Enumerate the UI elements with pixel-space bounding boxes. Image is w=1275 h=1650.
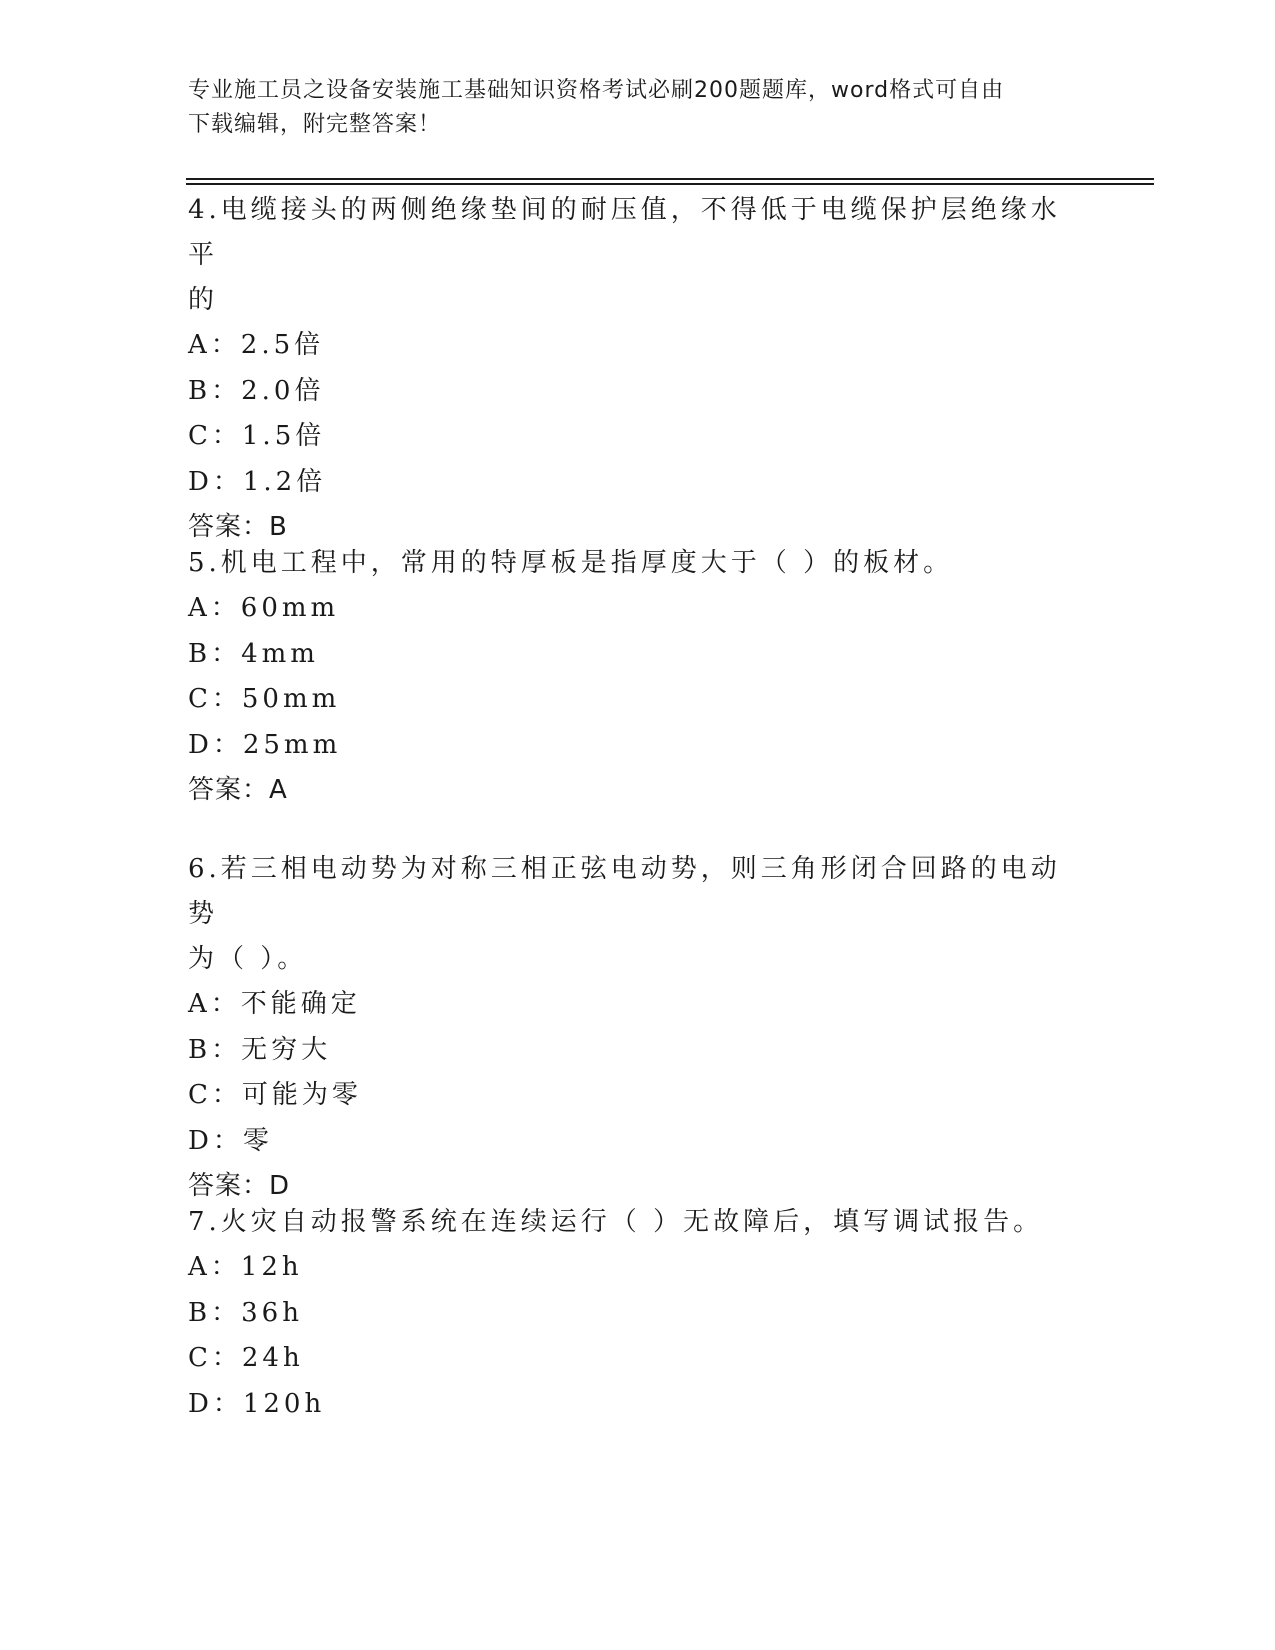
header-line-1: 专业施工员之设备安装施工基础知识资格考试必刷200题题库，word格式可自由 — [188, 78, 1005, 103]
question-text-line-1: 6.若三相电动势为对称三相正弦电动势，则三角形闭合回路的电动势 — [188, 854, 1061, 929]
option-d: D：120h — [188, 1388, 326, 1419]
option-c: C：可能为零 — [188, 1080, 362, 1110]
header-line-2: 下载编辑，附完整答案！ — [188, 112, 442, 137]
option-b: B：无穷大 — [188, 1034, 332, 1065]
option-d: D：1.2倍 — [188, 466, 327, 497]
question-text-line-2: 的 — [188, 285, 219, 315]
question-7 — [188, 1200, 1068, 1427]
question-5 — [188, 541, 1068, 813]
option-b: B：4mm — [188, 638, 319, 669]
question-text-line-1: 7.火灾自动报警系统在连续运行（ ）无故障后，填写调试报告。 — [188, 1207, 1044, 1237]
answer: 答案：A — [188, 775, 288, 805]
option-c: C：50mm — [188, 684, 341, 714]
option-a: A：12h — [188, 1252, 303, 1282]
option-b: B：2.0倍 — [188, 375, 325, 406]
answer: 答案：B — [188, 512, 288, 542]
option-c: C：1.5倍 — [188, 421, 326, 451]
option-b: B：36h — [188, 1297, 303, 1328]
document-header — [188, 74, 1068, 142]
option-a: A：2.5倍 — [188, 330, 325, 360]
question-4 — [188, 188, 1068, 550]
question-6 — [188, 847, 1068, 1209]
header-rule-top — [186, 178, 1154, 180]
header-rule-bottom — [186, 183, 1154, 185]
option-a: A：60mm — [188, 593, 340, 623]
question-text-line-1: 5.机电工程中，常用的特厚板是指厚度大于（ ）的板材。 — [188, 548, 954, 578]
option-d: D：零 — [188, 1125, 273, 1156]
answer: 答案：D — [188, 1171, 291, 1201]
option-d: D：25mm — [188, 729, 342, 760]
option-a: A：不能确定 — [188, 989, 361, 1019]
question-text-line-2: 为（ ）。 — [188, 944, 308, 974]
question-text-line-1: 4.电缆接头的两侧绝缘垫间的耐压值，不得低于电缆保护层绝缘水平 — [188, 195, 1061, 270]
option-c: C：24h — [188, 1343, 304, 1373]
